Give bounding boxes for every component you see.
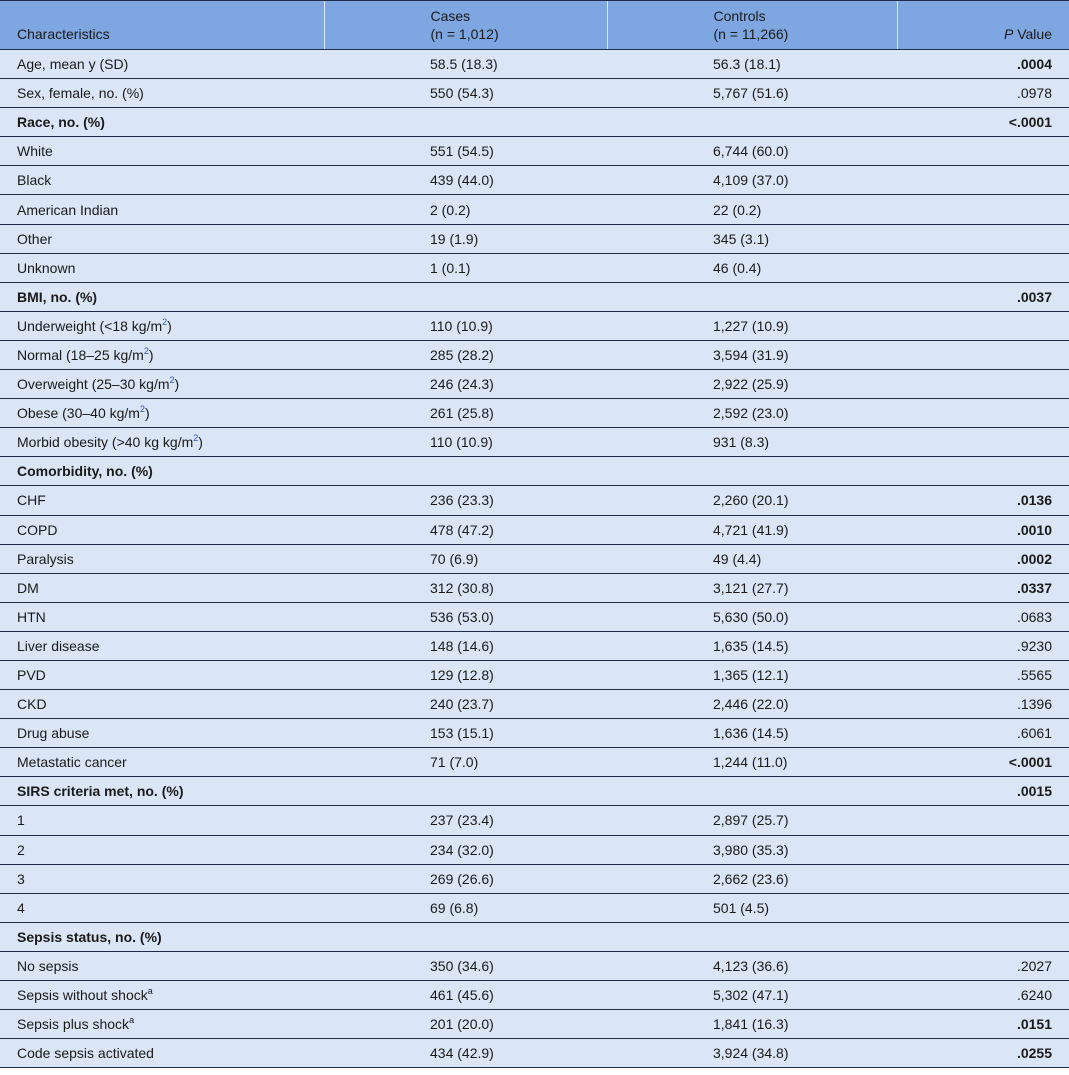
closing-paren: ) [148,346,154,363]
cases-value: 550 (54.3) [324,79,607,108]
p-value: .0151 [897,1010,1069,1039]
cases-value [324,777,607,806]
row-label-cell [0,544,324,573]
cases-value: 478 (47.2) [324,515,607,544]
cases-value: 153 (15.1) [324,719,607,748]
row-label-cell [0,951,324,980]
row-label: Comorbidity, no. (%) [17,463,153,480]
cases-value: 70 (6.9) [324,544,607,573]
cases-value: 237 (23.4) [324,806,607,835]
row-label-cell [0,806,324,835]
row-label: 3 [17,870,25,887]
row-label: Unknown [17,259,76,276]
header-cases [324,1,607,50]
table-row [0,719,1069,748]
row-label: Overweight (25–30 kg/m [17,376,170,393]
row-label-cell [0,50,324,79]
table-row [0,399,1069,428]
controls-value: 3,594 (31.9) [607,340,897,369]
header-p-rest: Value [1013,26,1052,42]
closing-paren: ) [167,317,172,334]
row-label-cell [0,253,324,282]
controls-value: 3,924 (34.8) [607,1039,897,1068]
p-value [897,370,1069,399]
row-label-cell [0,573,324,602]
cases-value: 69 (6.8) [324,893,607,922]
row-label: Race, no. (%) [17,114,105,131]
p-value [897,340,1069,369]
controls-value: 5,630 (50.0) [607,602,897,631]
table-row [0,864,1069,893]
p-value [897,806,1069,835]
controls-value [607,922,897,951]
row-label: Liver disease [17,637,100,654]
footnote-marker: a [147,986,153,997]
controls-value: 5,302 (47.1) [607,981,897,1010]
row-label: Other [17,230,53,247]
row-label-cell [0,370,324,399]
controls-value: 4,721 (41.9) [607,515,897,544]
controls-value: 2,662 (23.6) [607,864,897,893]
row-label-cell [0,166,324,195]
table-row [0,428,1069,457]
cases-value: 2 (0.2) [324,195,607,224]
p-value: .0002 [897,544,1069,573]
cases-value: 312 (30.8) [324,573,607,602]
row-label: Black [17,172,52,189]
controls-value: 6,744 (60.0) [607,137,897,166]
row-label: Sex, female, no. (%) [17,85,144,102]
table-row [0,50,1069,79]
row-label: Age, mean y (SD) [17,56,129,73]
p-value: .6240 [897,981,1069,1010]
p-value: .0015 [897,777,1069,806]
controls-value: 4,123 (36.6) [607,951,897,980]
row-label-cell [0,748,324,777]
controls-value: 22 (0.2) [607,195,897,224]
squared-superscript: 2 [169,375,175,386]
row-label-cell [0,137,324,166]
row-label: HTN [17,608,46,625]
controls-value: 2,592 (23.0) [607,399,897,428]
controls-value: 2,260 (20.1) [607,486,897,515]
row-label: CHF [17,492,46,509]
controls-value: 2,922 (25.9) [607,370,897,399]
row-label: Paralysis [17,550,74,567]
table-row [0,108,1069,137]
row-label-cell [0,486,324,515]
table-row [0,457,1069,486]
row-label: Normal (18–25 kg/m [17,346,144,363]
table-row [0,544,1069,573]
p-value: <.0001 [897,748,1069,777]
p-value: .2027 [897,951,1069,980]
p-value [897,224,1069,253]
p-value: .0255 [897,1039,1069,1068]
table-row [0,311,1069,340]
p-value [897,311,1069,340]
cases-value: 551 (54.5) [324,137,607,166]
cases-value: 110 (10.9) [324,428,607,457]
p-value: .0136 [897,486,1069,515]
cases-value: 129 (12.8) [324,660,607,689]
squared-superscript: 2 [139,404,145,415]
table-row [0,137,1069,166]
controls-value: 3,121 (27.7) [607,573,897,602]
header-cases-n: (n = 1,012) [430,26,499,42]
squared-superscript: 2 [162,316,168,327]
row-label: 1 [17,812,25,829]
row-label: Drug abuse [17,725,90,742]
cases-value [324,108,607,137]
row-label: Obese (30–40 kg/m [17,405,140,422]
p-value: .6061 [897,719,1069,748]
row-label: BMI, no. (%) [17,288,98,305]
p-value [897,137,1069,166]
row-label: 4 [17,899,25,916]
controls-value [607,108,897,137]
p-value: .0978 [897,79,1069,108]
row-label-cell [0,428,324,457]
p-value [897,457,1069,486]
row-label-cell [0,922,324,951]
controls-value: 1,227 (10.9) [607,311,897,340]
row-label-cell [0,282,324,311]
p-value: .0004 [897,50,1069,79]
cases-value: 234 (32.0) [324,835,607,864]
header-p-value [897,1,1069,50]
table-row [0,748,1069,777]
controls-value: 931 (8.3) [607,428,897,457]
row-label: American Indian [17,201,119,218]
table-row [0,340,1069,369]
table-row [0,951,1069,980]
controls-value: 2,897 (25.7) [607,806,897,835]
p-value [897,922,1069,951]
p-value [897,253,1069,282]
controls-value: 5,767 (51.6) [607,79,897,108]
row-label: Metastatic cancer [17,754,127,771]
p-value: .0683 [897,602,1069,631]
header-p-italic: P [1003,26,1014,42]
row-label-cell [0,108,324,137]
cases-value [324,457,607,486]
row-label: COPD [17,521,58,538]
table-row [0,690,1069,719]
table-row [0,777,1069,806]
cases-value: 1 (0.1) [324,253,607,282]
controls-value: 46 (0.4) [607,253,897,282]
cases-value: 285 (28.2) [324,340,607,369]
p-value [897,195,1069,224]
cases-value [324,922,607,951]
row-label: PVD [17,667,46,684]
table-row [0,602,1069,631]
table-row [0,253,1069,282]
p-value: .5565 [897,660,1069,689]
row-label-cell [0,719,324,748]
cases-value: 110 (10.9) [324,311,607,340]
cases-value: 201 (20.0) [324,1010,607,1039]
table-row [0,370,1069,399]
row-label-cell [0,660,324,689]
cases-value: 71 (7.0) [324,748,607,777]
table-row [0,1039,1069,1068]
header-controls-n: (n = 11,266) [713,26,789,42]
cases-value: 236 (23.3) [324,486,607,515]
header-controls [607,1,897,50]
p-value: .0037 [897,282,1069,311]
controls-value: 1,635 (14.5) [607,631,897,660]
table-row [0,166,1069,195]
p-value: .1396 [897,690,1069,719]
table-row [0,515,1069,544]
row-label: CKD [17,696,47,713]
controls-value: 2,446 (22.0) [607,690,897,719]
row-label: Morbid obesity (>40 kg kg/m [17,434,194,451]
row-label-cell [0,224,324,253]
table-row [0,660,1069,689]
p-value: .0337 [897,573,1069,602]
row-label-cell [0,893,324,922]
row-label-cell [0,195,324,224]
cases-value: 536 (53.0) [324,602,607,631]
row-label-cell [0,1010,324,1039]
controls-value: 1,244 (11.0) [607,748,897,777]
row-label: 2 [17,841,25,858]
closing-paren: ) [198,434,203,451]
cases-value: 439 (44.0) [324,166,607,195]
table-row [0,835,1069,864]
closing-paren: ) [174,376,180,393]
row-label-cell [0,690,324,719]
row-label-cell [0,835,324,864]
row-label: Code sepsis activated [17,1045,154,1062]
row-label: No sepsis [17,957,79,974]
controls-value [607,457,897,486]
row-label: White [17,143,53,160]
cases-value: 240 (23.7) [324,690,607,719]
table-row [0,79,1069,108]
row-label-cell [0,515,324,544]
row-label-cell [0,457,324,486]
p-value: <.0001 [897,108,1069,137]
controls-value: 3,980 (35.3) [607,835,897,864]
p-value [897,835,1069,864]
header-cases-label: Cases [430,8,471,24]
p-value [897,893,1069,922]
p-value [897,864,1069,893]
p-value [897,166,1069,195]
cases-value: 350 (34.6) [324,951,607,980]
cases-value: 246 (24.3) [324,370,607,399]
row-label-cell [0,777,324,806]
header-controls-label: Controls [713,8,766,24]
table-row [0,981,1069,1010]
table-row [0,573,1069,602]
cases-value: 434 (42.9) [324,1039,607,1068]
p-value: .0010 [897,515,1069,544]
row-label-cell [0,631,324,660]
controls-value: 1,365 (12.1) [607,660,897,689]
row-label: Sepsis status, no. (%) [17,928,162,945]
table-row [0,195,1069,224]
table-header-row [0,1,1069,50]
table-row [0,486,1069,515]
table-row [0,806,1069,835]
row-label: Sepsis without shock [17,987,148,1004]
row-label: Sepsis plus shock [17,1016,130,1033]
row-label-cell [0,340,324,369]
cases-value: 269 (26.6) [324,864,607,893]
row-label-cell [0,981,324,1010]
table-row [0,1010,1069,1039]
table-row [0,922,1069,951]
controls-value: 345 (3.1) [607,224,897,253]
row-label-cell [0,399,324,428]
cases-value: 461 (45.6) [324,981,607,1010]
closing-paren: ) [144,405,150,422]
p-value [897,399,1069,428]
cases-value: 148 (14.6) [324,631,607,660]
table-row [0,631,1069,660]
controls-value: 1,636 (14.5) [607,719,897,748]
row-label-cell [0,602,324,631]
row-label-cell [0,311,324,340]
header-characteristics: Characteristics [0,1,324,50]
cases-value [324,282,607,311]
controls-value: 56.3 (18.1) [607,50,897,79]
row-label: Underweight (<18 kg/m [17,317,163,334]
row-label-cell [0,79,324,108]
controls-value: 4,109 (37.0) [607,166,897,195]
footnote-marker: a [129,1015,135,1026]
controls-value: 49 (4.4) [607,544,897,573]
cases-value: 261 (25.8) [324,399,607,428]
squared-superscript: 2 [193,433,199,444]
row-label-cell [0,864,324,893]
table-row [0,224,1069,253]
cases-value: 19 (1.9) [324,224,607,253]
row-label: SIRS criteria met, no. (%) [17,783,184,800]
controls-value [607,282,897,311]
row-label-cell [0,1039,324,1068]
controls-value: 501 (4.5) [607,893,897,922]
controls-value: 1,841 (16.3) [607,1010,897,1039]
cases-value: 58.5 (18.3) [324,50,607,79]
controls-value [607,777,897,806]
squared-superscript: 2 [143,345,149,356]
p-value [897,428,1069,457]
p-value: .9230 [897,631,1069,660]
row-label: DM [17,579,39,596]
table-row [0,282,1069,311]
table-row [0,893,1069,922]
